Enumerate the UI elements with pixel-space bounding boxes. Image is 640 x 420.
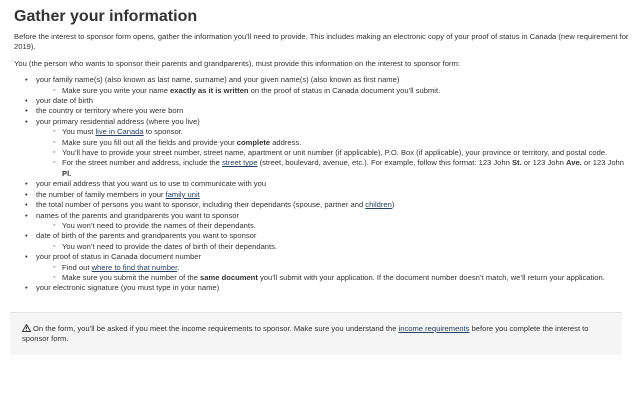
emphasis: Pl. — [62, 168, 72, 178]
sub-item — [36, 263, 630, 273]
emphasis: St. — [511, 158, 522, 168]
list-item-signature: • your electronic signature (you must type in your name) — [14, 283, 630, 293]
text: or 123 John — [521, 158, 567, 168]
sub-list — [36, 127, 630, 179]
sub-list — [36, 221, 630, 231]
sub-list — [36, 263, 630, 284]
family-unit-link[interactable]: family unit — [165, 189, 200, 199]
requirement-paragraph: You (the person who wants to sponsor their parents and grandparents), must provide this information on the interest to sponsor form: — [14, 58, 460, 68]
live-in-canada-link[interactable]: live in Canada — [95, 127, 144, 137]
intro-paragraph: Before the interest to sponsor form opens, gather the information you’ll need to provide. This includes making an electronic copy of your proof of status in Canada (new requirement for 2019). — [14, 32, 629, 52]
list-item-text: date of birth of the parents and grandparents you want to sponsor — [36, 231, 257, 241]
text: address. — [270, 137, 302, 147]
list-item-dates — [14, 231, 630, 252]
list-item-dob: • your date of birth — [14, 96, 630, 106]
sub-item — [36, 138, 630, 148]
list-item-family — [14, 190, 630, 200]
list-item-proof — [14, 252, 630, 283]
text: You must — [62, 127, 96, 137]
emphasis: complete — [236, 137, 271, 147]
list-item-text: names of the parents and grandparents you want to sponsor — [36, 210, 240, 220]
list-item-email: • your email address that you want us to use to communicate with you — [14, 179, 630, 189]
text: Make sure you submit the number of the — [62, 272, 201, 282]
text: For the street number and address, include the — [62, 158, 222, 168]
alert-text: On the form, you’ll be asked if you meet the income requirements to sponsor. Make sure you understand the — [33, 323, 399, 333]
text: the number of family members in your — [36, 189, 166, 199]
list-item-name — [14, 75, 630, 96]
text: ) — [391, 200, 395, 210]
list-item-text: your proof of status in Canada document number — [36, 252, 202, 262]
income-requirements-link[interactable]: income requirements — [398, 323, 470, 333]
text: (street, boulevard, avenue, etc.). For example, follow this format: 123 John — [257, 158, 512, 168]
emphasis: Ave. — [566, 158, 582, 168]
warning-alert — [10, 312, 622, 355]
list-item-text: your primary residential address (where you live) — [36, 116, 200, 126]
text: on the proof of status in Canada document you’ll submit. — [248, 85, 441, 95]
list-item-names — [14, 211, 630, 232]
list-item-persons — [14, 200, 630, 210]
list-item-text: your family name(s) (also known as last name, surname) and your given name(s) (also known as first name) — [36, 75, 400, 85]
text: Make sure you fill out all the fields and provide your — [62, 137, 237, 147]
text: Find out — [62, 262, 92, 272]
children-link[interactable]: children — [365, 200, 392, 210]
text: or 123 John — [581, 158, 624, 168]
sub-item — [36, 273, 630, 283]
sub-item — [36, 158, 630, 179]
street-type-link[interactable]: street type — [221, 158, 258, 168]
sub-item — [36, 86, 630, 96]
info-list — [14, 75, 630, 294]
text: to sponsor. — [143, 127, 183, 137]
list-item-address — [14, 117, 630, 179]
sub-item: ◦ You won’t need to provide the names of their dependants. — [36, 221, 630, 231]
text: . — [177, 262, 180, 272]
sub-item: ◦ You’ll have to provide your street number, street name, apartment or unit number (if applicable), P.O. Box (if applicable), your province or territory, and postal code. — [36, 148, 630, 158]
page-title: Gather your information — [14, 8, 198, 25]
list-item-birthplace: • the country or territory where you were born — [14, 106, 630, 116]
sub-list — [36, 86, 630, 96]
text: the total number of persons you want to sponsor, including their dependants (spouse, partner and — [36, 200, 366, 210]
find-number-link[interactable]: where to find that number — [91, 262, 178, 272]
emphasis: exactly as it is written — [170, 85, 249, 95]
sub-item: ◦ You won’t need to provide the dates of birth of their dependants. — [36, 242, 630, 252]
text: Make sure you write your name — [62, 85, 171, 95]
sub-item — [36, 127, 630, 137]
text: you’ll submit with your application. If the document number doesn’t match, we’ll return your application. — [257, 272, 605, 282]
alert-text: before you complete the interest to sponsor form. — [22, 323, 589, 344]
emphasis: same document — [200, 272, 258, 282]
sub-list — [36, 242, 630, 252]
warning-icon — [22, 324, 31, 332]
